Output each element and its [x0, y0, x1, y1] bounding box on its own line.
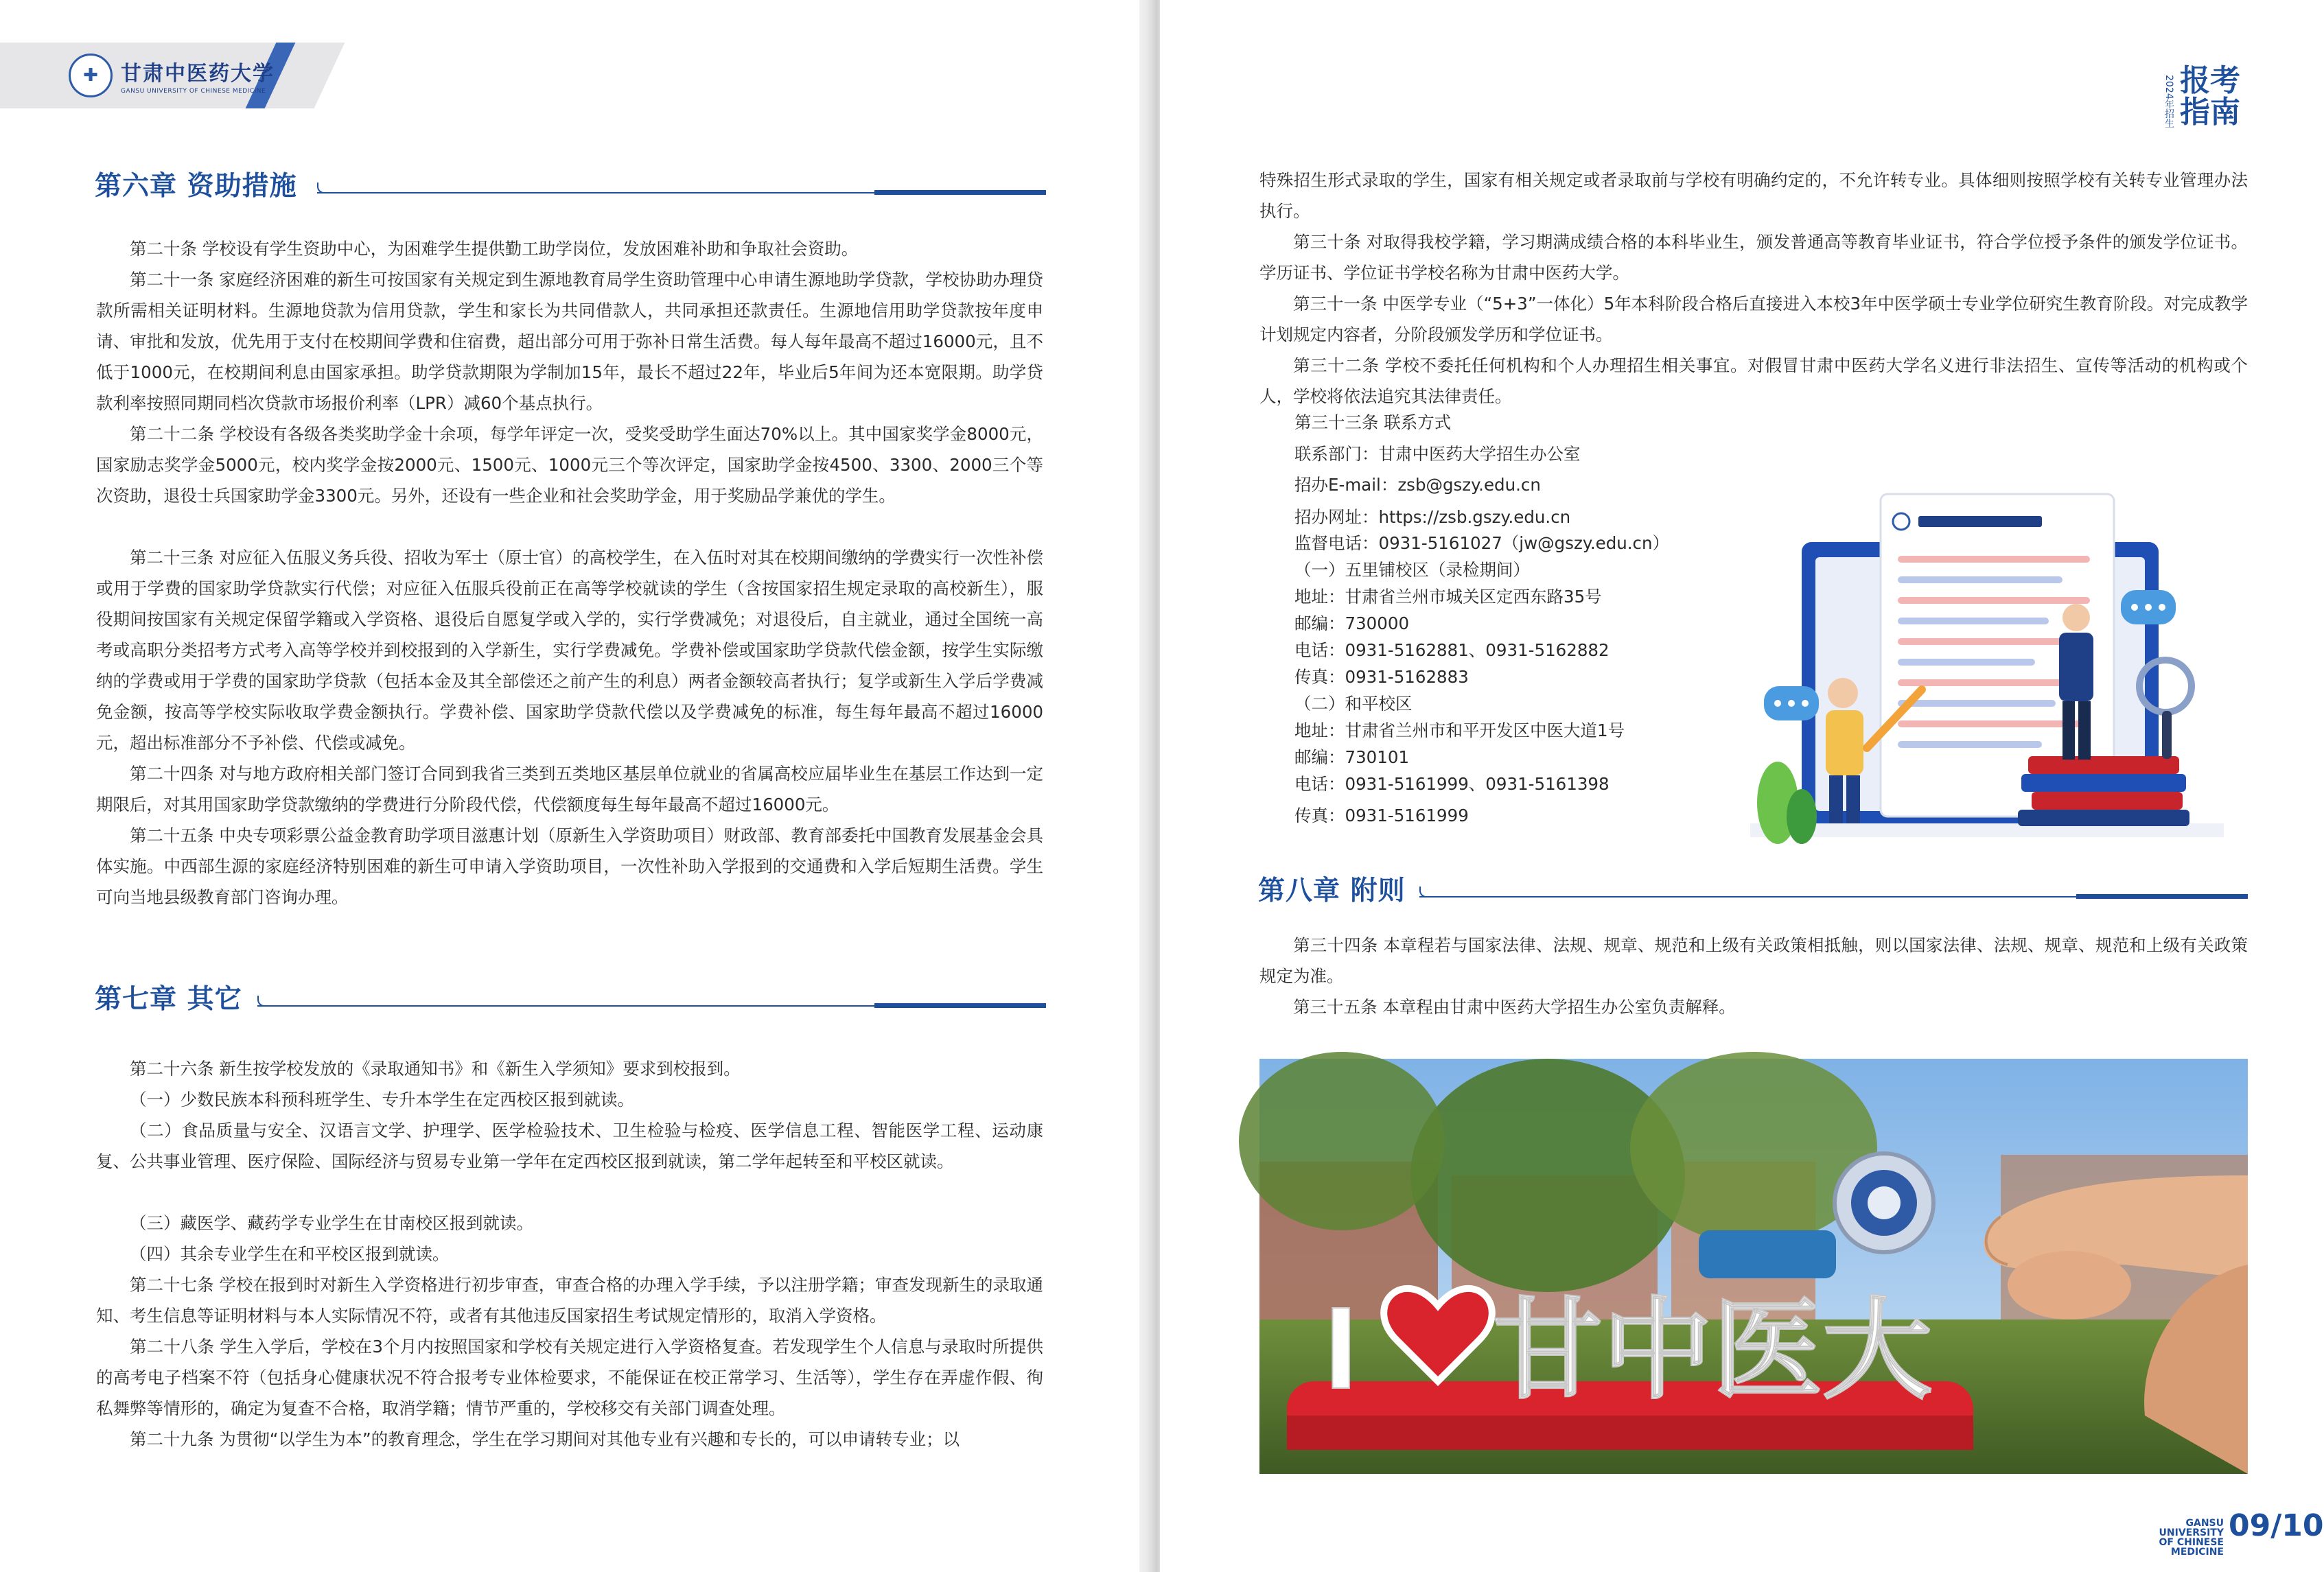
- university-logo: [69, 54, 275, 97]
- chapter7-item-3: （三）藏医学、藏药学专业学生在甘南校区报到就读。: [130, 1213, 533, 1233]
- article-29-continuation: 特殊招生形式录取的学生，国家有相关规定或者录取前与学校有明确约定的，不允许转专业。具体细则按照学校有关转专业管理办法执行。: [1259, 170, 2248, 221]
- contact-department: 联系部门：甘肃中医药大学招生办公室: [1294, 444, 1581, 464]
- right-page: [1160, 0, 2324, 1572]
- chapter8-title: 第八章 附则: [1258, 876, 1406, 906]
- chapter6-heading: [95, 165, 297, 203]
- chapter7-article-28: 第二十八条 学生入学后，学校在3个月内按照国家和学校有关规定进行入学资格复查。若发现学生个人信息与录取时所提供的高考电子档案不符（包括身心健康状况不符合报考专业体检要求，不能保证在校正常学习、生活等），学生存在弄虚作假、徇私舞弊等情形的，确定为复查不合格，取消学籍；情节严重的，学校移交有关部门调查处理。: [96, 1337, 1043, 1418]
- badge-title-2: 指南: [2180, 95, 2240, 130]
- article-34: 第三十四条 本章程若与国家法律、法规、规章、规范和上级有关政策相抵触，则以国家法律、法规、规章、规范和上级有关政策规定为准。: [1259, 935, 2248, 986]
- chapter7-article-29: 第二十九条 为贯彻“以学生为本”的教育理念，学生在学习期间对其他专业有兴趣和专长的，可以申请转专业；以: [130, 1429, 960, 1449]
- campus-heping-heading: （二）和平校区: [1294, 694, 1413, 714]
- logo-chinese-name: 甘肃中医药大学: [121, 62, 275, 86]
- page-number: 09/10: [2229, 1508, 2324, 1543]
- university-seal-icon: ✚: [69, 54, 113, 97]
- campus-heping-address: 地址：甘肃省兰州市和平开发区中医大道1号: [1294, 720, 1625, 740]
- chapter7-title: 第七章 其它: [95, 984, 242, 1015]
- footer-en-line1: GANSU UNIVERSITY: [2159, 1518, 2224, 1538]
- chapter7-rule: [257, 1005, 1046, 1007]
- chapter7-heading: [95, 978, 242, 1016]
- chapter6-article-21: 第二十一条 家庭经济困难的新生可按国家有关规定到生源地教育局学生资助管理中心申请生源地助学贷款，学校协助办理贷款所需相关证明材料。生源地贷款为信用贷款，学生和家长为共同借款人，共同承担还款责任。生源地信用助学贷款按年度申请、审批和发放，优先用于支付在校期间学费和住宿费，超出部分可用于弥补日常生活费。每人每年最高不超过16000元，且不低于1000元，在校期间利息由国家承担。助学贷款期限为学制加15年，最长不超过22年，毕业后5年间为还本宽限期。助学贷款利率按照同期同档次贷款市场报价利率（LPR）减60个基点执行。: [96, 270, 1043, 413]
- campus-wulipu-postcode: 邮编：730000: [1294, 613, 1410, 633]
- left-page: [0, 0, 1139, 1572]
- badge-title-1: 报考: [2180, 63, 2240, 98]
- chapter6-article-23: 第二十三条 对应征入伍服义务兵役、招收为军士（原士官）的高校学生，在入伍时对其在校期间缴纳的学费实行一次性补偿或用于学费的国家助学贷款实行代偿；对应征入伍服兵役前正在高等学校就读的学生（含按国家招生规定录取的高校新生），服役期间按国家有关规定保留学籍或入学资格、退役后自愿复学或入学的，实行学费减免；对退役后，自主就业，通过全国统一高考或高职分类招考方式考入高等学校并到校报到的入学新生，实行学费减免。学费补偿或国家助学贷款代偿金额，按学生实际缴纳的学费或用于学费的国家助学贷款（包括本金及其全部偿还之前产生的利息）两者金额较高者执行；复学或新生入学后学费减免金额，按高等学校实际收取学费金额执行。学费补偿、国家助学贷款代偿以及学费减免的标准，每生每年最高不超过16000元，超出标准部分不予补偿、代偿或减免。: [96, 548, 1043, 753]
- chapter7-article-26: 第二十六条 新生按学校发放的《录取通知书》和《新生入学须知》要求到校报到。: [130, 1059, 741, 1079]
- chapter7-item-4: （四）其余专业学生在和平校区报到就读。: [130, 1244, 450, 1264]
- chapter6-article-24: 第二十四条 对与地方政府相关部门签订合同到我省三类到五类地区基层单位就业的省属高校应届毕业生在基层工作达到一定期限后，对其用国家助学贷款缴纳的学费进行分阶段代偿，代偿额度每生每年最高不超过16000元。: [96, 764, 1043, 814]
- footer-en-line2: OF CHINESE MEDICINE: [2159, 1537, 2224, 1558]
- article-31: 第三十一条 中医学专业（“5+3”一体化）5年本科阶段合格后直接进入本校3年中医学硕士专业学位研究生教育阶段。对完成教学计划规定内容者，分阶段颁发学历和学位证书。: [1259, 294, 2248, 344]
- contact-heading: 第三十三条 联系方式: [1294, 412, 1452, 432]
- chapter6-article-20: 第二十条 学校设有学生资助中心，为困难学生提供勤工助学岗位，发放困难补助和争取社会资助。: [130, 239, 859, 259]
- campus-wulipu-address: 地址：甘肃省兰州市城关区定西东路35号: [1294, 587, 1602, 607]
- badge-year: 2024年招生: [2163, 75, 2174, 128]
- contact-website: 招办网址：https://zsb.gszy.edu.cn: [1294, 507, 1571, 527]
- campus-heping-fax: 传真：0931-5161999: [1294, 806, 1469, 825]
- campus-heping-phone: 电话：0931-5161999、0931-5161398: [1294, 774, 1610, 794]
- contact-supervision-phone: 监督电话：0931-5161027（jw@gszy.edu.cn）: [1294, 533, 1670, 553]
- chapter6-title: 第六章 资助措施: [95, 171, 297, 202]
- admission-guide-badge: [2162, 65, 2240, 128]
- chapter6-article-25: 第二十五条 中央专项彩票公益金教育助学项目滋惠计划（原新生入学资助项目）财政部、教育部委托中国教育发展基金会具体实施。中西部生源的家庭经济特别困难的新生可申请入学资助项目，一次性补助入学报到的交通费和入学后短期生活费。学生可向当地县级教育部门咨询办理。: [96, 825, 1043, 907]
- campus-wulipu-fax: 传真：0931-5162883: [1294, 667, 1469, 687]
- campus-wulipu-heading: （一）五里铺校区（录检期间）: [1294, 560, 1530, 580]
- article-35: 第三十五条 本章程由甘肃中医药大学招生办公室负责解释。: [1293, 997, 1736, 1017]
- article-32: 第三十二条 学校不委托任何机构和个人办理招生相关事宜。对假冒甘肃中医药大学名义进行非法招生、宣传等活动的机构或个人，学校将依法追究其法律责任。: [1259, 355, 2248, 406]
- chapter7-item-1: （一）少数民族本科预科班学生、专升本学生在定西校区报到就读。: [130, 1090, 634, 1110]
- campus-photo-scene: [1259, 1059, 2248, 1474]
- chapter8-rule: [1419, 896, 2248, 898]
- campus-wulipu-phone: 电话：0931-5162881、0931-5162882: [1294, 640, 1610, 660]
- chapter7-article-27: 第二十七条 学校在报到时对新生入学资格进行初步审查，审查合格的办理入学手续，予以注册学籍；审查发现新生的录取通知、考生信息等证明材料与本人实际情况不符，或者有其他违反国家招生考试规定情形的，取消入学资格。: [96, 1275, 1043, 1326]
- sign-text: 甘中医大: [1493, 1286, 1933, 1414]
- admission-illustration: [1750, 480, 2224, 865]
- chapter7-item-2: （二）食品质量与安全、汉语言文学、护理学、医学检验技术、卫生检验与检疫、医学信息工程、智能医学工程、运动康复、公共事业管理、医疗保险、国际经济与贸易专业第一学年在定西校区报到就读，第二学年起转至和平校区就读。: [96, 1121, 1043, 1171]
- campus-photo: [1259, 1059, 2248, 1474]
- contact-email: 招办E-mail：zsb@gszy.edu.cn: [1294, 475, 1541, 495]
- sign-letter-i: I: [1325, 1283, 1358, 1413]
- chapter6-article-22: 第二十二条 学校设有各级各类奖助学金十余项，每学年评定一次，受奖受助学生面达70%以上。其中国家奖学金8000元，国家励志奖学金5000元，校内奖学金按2000元、1500元、1000元三个等次评定，国家助学金按4500、3300、2000三个等次资助，退役士兵国家助学金3300元。另外，还设有一些企业和社会奖助学金，用于奖励品学兼优的学生。: [96, 424, 1043, 506]
- chapter6-rule: [317, 192, 1046, 193]
- article-30: 第三十条 对取得我校学籍，学习期满成绩合格的本科毕业生，颁发普通高等教育毕业证书，符合学位授予条件的颁发学位证书。学历证书、学位证书学校名称为甘肃中医药大学。: [1259, 232, 2248, 283]
- campus-heping-postcode: 邮编：730101: [1294, 747, 1410, 767]
- logo-english-name: GANSU UNIVERSITY OF CHINESE MEDICINE: [121, 88, 266, 95]
- footer-university-english: [2121, 1518, 2224, 1557]
- chapter8-heading: [1258, 869, 1406, 908]
